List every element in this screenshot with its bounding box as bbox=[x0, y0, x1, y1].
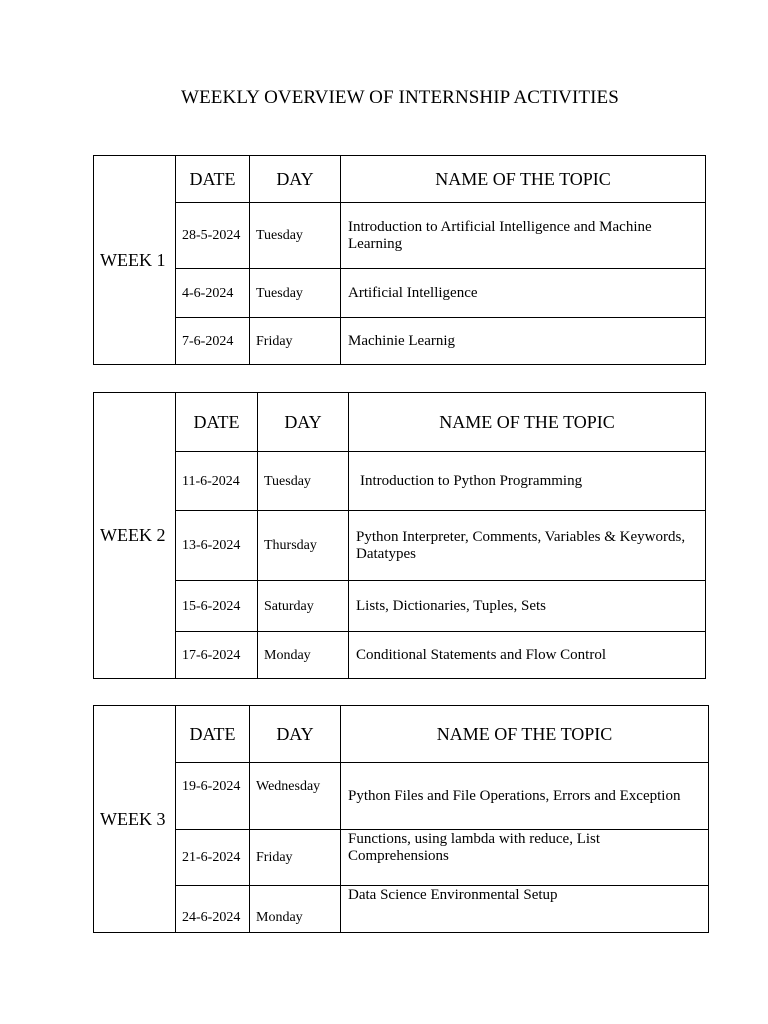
topic-header: NAME OF THE TOPIC bbox=[349, 393, 706, 452]
table-row bbox=[94, 886, 709, 933]
topic-cell: Lists, Dictionaries, Tuples, Sets bbox=[349, 581, 706, 632]
week-3-table bbox=[93, 705, 709, 933]
table-row bbox=[94, 511, 706, 581]
date-cell: 24-6-2024 bbox=[176, 886, 250, 933]
topic-header: NAME OF THE TOPIC bbox=[341, 156, 706, 203]
day-header: DAY bbox=[258, 393, 349, 452]
date-header: DATE bbox=[176, 393, 258, 452]
table-header-row bbox=[94, 706, 709, 763]
week-1-table bbox=[93, 155, 706, 365]
table-row bbox=[94, 269, 706, 318]
date-cell: 4-6-2024 bbox=[176, 269, 250, 318]
day-cell: Tuesday bbox=[258, 452, 349, 511]
page-title: WEEKLY OVERVIEW OF INTERNSHIP ACTIVITIES bbox=[181, 87, 619, 108]
week-label: WEEK 2 bbox=[94, 393, 176, 679]
table-row bbox=[94, 632, 706, 679]
week-label: WEEK 1 bbox=[94, 156, 176, 365]
topic-cell: Introduction to Python Programming bbox=[349, 452, 706, 511]
week-label: WEEK 3 bbox=[94, 706, 176, 933]
day-cell: Wednesday bbox=[250, 763, 341, 830]
day-header: DAY bbox=[250, 156, 341, 203]
table-header-row bbox=[94, 156, 706, 203]
topic-cell: Artificial Intelligence bbox=[341, 269, 706, 318]
day-header: DAY bbox=[250, 706, 341, 763]
topic-header: NAME OF THE TOPIC bbox=[341, 706, 709, 763]
date-cell: 13-6-2024 bbox=[176, 511, 258, 581]
table-row bbox=[94, 763, 709, 830]
table-row bbox=[94, 452, 706, 511]
table-header-row bbox=[94, 393, 706, 452]
topic-cell: Functions, using lambda with reduce, List Comprehensions bbox=[341, 830, 709, 886]
date-header: DATE bbox=[176, 706, 250, 763]
topic-cell: Data Science Environmental Setup bbox=[341, 886, 709, 933]
day-cell: Friday bbox=[250, 318, 341, 365]
table-row bbox=[94, 830, 709, 886]
topic-cell: Python Files and File Operations, Errors and Exception bbox=[341, 763, 709, 830]
topic-cell: Machinie Learnig bbox=[341, 318, 706, 365]
day-cell: Saturday bbox=[258, 581, 349, 632]
date-cell: 7-6-2024 bbox=[176, 318, 250, 365]
date-cell: 11-6-2024 bbox=[176, 452, 258, 511]
day-cell: Tuesday bbox=[250, 203, 341, 269]
day-cell: Tuesday bbox=[250, 269, 341, 318]
topic-cell: Python Interpreter, Comments, Variables & Keywords, Datatypes bbox=[349, 511, 706, 581]
table-row bbox=[94, 318, 706, 365]
date-cell: 15-6-2024 bbox=[176, 581, 258, 632]
table-row bbox=[94, 203, 706, 269]
date-cell: 17-6-2024 bbox=[176, 632, 258, 679]
date-cell: 21-6-2024 bbox=[176, 830, 250, 886]
topic-cell: Conditional Statements and Flow Control bbox=[349, 632, 706, 679]
day-cell: Friday bbox=[250, 830, 341, 886]
day-cell: Monday bbox=[250, 886, 341, 933]
table-row bbox=[94, 581, 706, 632]
date-header: DATE bbox=[176, 156, 250, 203]
topic-cell: Introduction to Artificial Intelligence and Machine Learning bbox=[341, 203, 706, 269]
day-cell: Monday bbox=[258, 632, 349, 679]
week-2-table bbox=[93, 392, 706, 679]
date-cell: 28-5-2024 bbox=[176, 203, 250, 269]
date-cell: 19-6-2024 bbox=[176, 763, 250, 830]
day-cell: Thursday bbox=[258, 511, 349, 581]
